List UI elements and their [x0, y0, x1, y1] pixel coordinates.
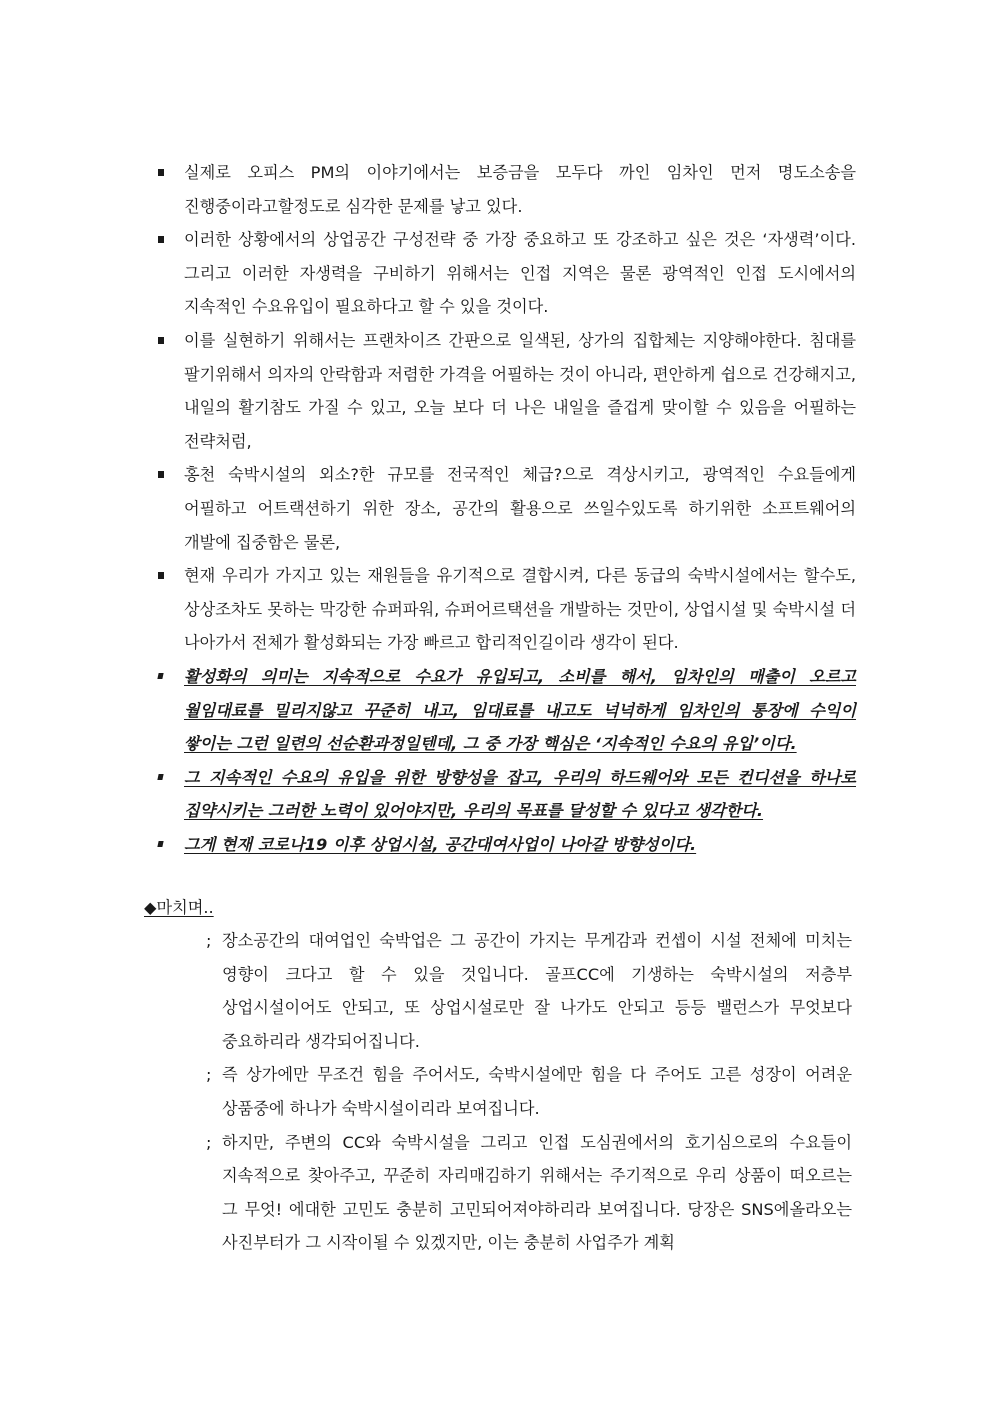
bullet-item [156, 660, 856, 761]
square-bullet-icon [158, 471, 164, 478]
bullet-text: 실제로 오피스 PM의 이야기에서는 보증금을 모두다 까인 임차인 먼저 명도소송을 진행중이라고할정도로 심각한 문제를 낳고 있다. [184, 163, 856, 216]
square-bullet-icon [157, 673, 163, 679]
semicolon-marker: ; [206, 1132, 212, 1152]
square-bullet-icon [157, 841, 163, 847]
bullet-text: 활성화의 의미는 지속적으로 수요가 유입되고, 소비를 해서, 임차인의 매출이 오르고 월임대료를 밀리지않고 꾸준히 내고, 임대료를 내고도 넉넉하게 임차인의 통장에 수익이 쌓이는 그런 일련의 선순환과정일텐데, 그 중 가장 핵심은 ‘지속적인 수요의 유입’이다. [184, 666, 856, 754]
closing-item [204, 1058, 852, 1125]
bullet-text: 그게 현재 코로나19 이후 상업시설, 공간대여사업이 나아갈 방향성이다. [184, 834, 697, 854]
square-bullet-icon [157, 774, 163, 780]
closing-text: 하지만, 주변의 CC와 숙박시설을 그리고 인접 도심권에서의 호기심으로의 수요들이 지속적으로 찾아주고, 꾸준히 자리매김하기 위해서는 주기적으로 우리 상품이 떠오르는 그 무엇! 에대한 고민도 충분히 고민되어져야하리라 보여집니다. 당장은 SNS에올라오는 사진부터가 그 시작이될 수 있겠지만, 이는 충분히 사업주가 계획 [222, 1132, 852, 1253]
bullet-item [156, 458, 856, 559]
bullet-list [156, 156, 856, 861]
closing-list [204, 924, 852, 1260]
bullet-text: 이러한 상황에서의 상업공간 구성전략 중 가장 중요하고 또 강조하고 싶은 것은 ‘자생력’이다. 그리고 이러한 자생력을 구비하기 위해서는 인접 지역은 물론 광역적인 인접 도시에서의 지속적인 수요유입이 필요하다고 할 수 있을 것이다. [184, 230, 856, 317]
bullet-item [156, 223, 856, 324]
bullet-text: 그 지속적인 수요의 유입을 위한 방향성을 잡고, 우리의 하드웨어와 모든 컨디션을 하나로 집약시키는 그러한 노력이 있어야지만, 우리의 목표를 달성할 수 있다고 생각한다. [184, 767, 856, 821]
square-bullet-icon [158, 572, 164, 579]
bullet-item [156, 156, 856, 223]
square-bullet-icon [158, 236, 164, 243]
bullet-item [156, 559, 856, 660]
square-bullet-icon [158, 169, 164, 176]
square-bullet-icon [158, 337, 164, 344]
bullet-text: 현재 우리가 가지고 있는 재원들을 유기적으로 결합시켜, 다른 동급의 숙박시설에서는 할수도, 상상조차도 못하는 막강한 슈퍼파워, 슈퍼어르택션을 개발하는 것만이, 상업시설 및 숙박시설 더 나아가서 전체가 활성화되는 가장 빠르고 합리적인길이라 생각이 된다. [184, 566, 856, 653]
closing-item [204, 924, 852, 1058]
semicolon-marker: ; [206, 1065, 212, 1085]
semicolon-marker: ; [206, 931, 212, 950]
bullet-text: 이를 실현하기 위해서는 프랜차이즈 간판으로 일색된, 상가의 집합체는 지양해야한다. 침대를 팔기위해서 의자의 안락함과 저렴한 가격을 어필하는 것이 아니라, 편안하게 쉽으로 건강해지고, 내일의 활기참도 가질 수 있고, 오늘 보다 더 나은 내일을 즐겁게 맞이할 수 있음을 어필하는 전략처럼, [184, 330, 856, 451]
bullet-item [156, 761, 856, 828]
bullet-item [156, 324, 856, 458]
closing-text: 장소공간의 대여업인 숙박업은 그 공간이 가지는 무게감과 컨셉이 시설 전체에 미치는 영향이 크다고 할 수 있을 것입니다. 골프CC에 기생하는 숙박시설의 저층부 상업시설이어도 안되고, 또 상업시설로만 잘 나가도 안되고 등등 밸런스가 무엇보다 중요하리라 생각되어집니다. [222, 931, 852, 1051]
closing-text: 즉 상가에만 무조건 힘을 주어서도, 숙박시설에만 힘을 다 주어도 고른 성장이 어려운 상품중에 하나가 숙박시설이리라 보여집니다. [222, 1065, 853, 1118]
bullet-text: 홍천 숙박시설의 외소?한 규모를 전국적인 체급?으로 격상시키고, 광역적인 수요들에게 어필하고 어트랙션하기 위한 장소, 공간의 활용으로 쓰일수있도록 하기위한 소프트웨어의 개발에 집중함은 물론, [184, 465, 856, 552]
closing-item [204, 1126, 852, 1260]
bullet-item [156, 828, 856, 862]
closing-heading: ◆마치며.. [144, 898, 214, 917]
